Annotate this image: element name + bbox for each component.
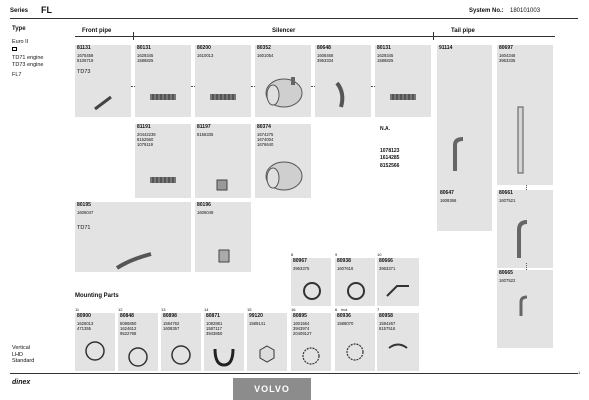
connector [526,185,527,190]
part-number: 80871 [206,313,220,319]
part-card-80200[interactable] [195,45,251,117]
oem-number: 1610013 [197,52,214,58]
part-number: 80967 [293,258,307,264]
oem-number: 3963335 [499,57,516,63]
part-card-80196[interactable] [195,202,251,272]
section-tick [433,32,434,40]
index-label: 10 [377,252,382,257]
section-tail-pipe: Tail pipe [451,28,475,34]
flex-pipe-icon [209,91,237,103]
oem-number: 1614285 [380,155,400,161]
oem-number: 1588070 [337,320,354,326]
oem-number: 1608468 [317,52,334,58]
clamp-ring-icon [169,343,193,367]
oem-number: 8152566 [380,162,400,169]
stack-pipe-icon [515,105,527,175]
mount-card-80848[interactable] [118,313,158,371]
part-number: 80665 [499,270,513,276]
config-version: Standard [12,358,35,364]
oem-number: 1586825 [137,57,154,63]
oem-number: 8152560 [137,136,154,142]
oem-number: 1607521 [499,197,516,203]
part-number: 80131 [377,45,391,51]
part-card-80195[interactable] [75,202,191,272]
header-divider [10,18,578,19]
page-number: 1 [578,370,581,375]
connector [371,86,375,87]
index-label: 8 [291,252,294,257]
connector [311,86,315,87]
part-number: 80195 [77,202,91,208]
oem-number: 1674275 [257,131,274,137]
oem-number: 1607522 [499,277,516,283]
mount-card-80967[interactable] [291,258,331,306]
part-number: 80900 [77,313,91,319]
part-number: N.A. [380,126,390,132]
engine-icon [12,47,17,51]
section-tick [133,32,134,40]
engine-label: TD73 [77,68,91,75]
oem-number: 8106719 [77,57,94,63]
silencer-icon [263,73,305,113]
oem-number: 1587117 [206,325,222,331]
silencer-icon [263,156,305,194]
oem-number: 3963334 [317,57,334,63]
section-divider [75,36,555,37]
mount-card-80898[interactable] [161,313,201,371]
series-label: Series [10,8,29,14]
oem-number: 1629345 [377,52,394,58]
clamp-ring-icon [300,345,322,367]
oem-number: 1608366 [440,197,457,203]
engine-label: TD71 [77,224,91,231]
series-value: FL [41,5,52,15]
flex-pipe-icon [149,91,177,103]
oem-number: 1674004 [257,136,274,142]
part-number: 80938 [337,258,351,264]
mount-card-80938[interactable] [335,258,375,306]
nut-icon [259,345,275,363]
flex-pipe-icon [389,91,417,103]
oem-number: 1586825 [377,57,394,63]
config-drive: LHD [12,351,24,358]
section-silencer: Silencer [272,28,296,34]
part-number: 80374 [257,124,271,130]
oem-number: 20409127 [293,330,312,336]
part-card-80661[interactable] [497,190,553,268]
oem-number: 1626013 [77,320,94,326]
index-label: 6 [335,307,338,312]
part-number: 81191 [137,124,151,130]
front-pipe-icon [115,250,155,270]
part-number: 80352 [257,45,271,51]
tail-pipe-icon [513,218,533,262]
oem-number: 1624612 [120,325,137,331]
oem-number: 1082861 [206,320,223,326]
part-number: 80131 [137,45,151,51]
part-card-80697[interactable] [497,45,553,185]
oem-number: 1675458 [77,52,94,58]
oem-number: 1606049 [197,209,214,215]
connector [191,86,195,87]
oem-number: 9522768 [120,330,137,336]
part-number: 81131 [77,45,91,51]
oem-number: 1601564 [293,320,310,326]
connector [526,263,527,270]
part-card-80374[interactable] [255,124,311,198]
part-card-80648[interactable] [315,45,371,117]
oem-number: 5086850 [120,320,137,326]
part-card-80131-b[interactable] [375,45,431,117]
mount-card-80666[interactable] [377,258,419,306]
tail-pipe-icon [449,135,469,175]
oem-number: 1606047 [77,209,94,215]
tail-pipe-icon [515,294,531,318]
index-label: 7 [377,307,380,312]
type-td71: TD71 engine [12,55,44,61]
part-number: 80196 [197,202,211,208]
oem-number: 3963371 [379,265,396,271]
oem-number: 471355 [77,325,91,331]
oem-number: 8156335 [197,131,214,137]
part-number: 80848 [120,313,134,319]
mount-card-80936[interactable] [335,313,375,371]
part-card-80665[interactable] [497,270,553,348]
part-number: 80647 [440,190,454,196]
dinex-logo: dinex [12,379,31,386]
part-number: 80895 [293,313,307,319]
clamp-ring-icon [301,280,323,302]
oem-number: 1604348 [499,52,516,58]
index-label: 14 [204,307,209,312]
clamp-ring-icon [83,339,107,363]
part-number: 80958 [379,313,393,319]
index-label: 12 [118,307,123,312]
mount-card-99120[interactable] [247,313,287,371]
oem-number: 3963375 [293,265,310,271]
oem-number: 3943850 [206,330,223,336]
part-card-91114[interactable] [437,45,492,231]
footer-divider [10,373,578,374]
oem-number: 1078123 [380,147,400,154]
config-orientation: Vertical [12,345,31,351]
oem-number: 3943974 [293,325,310,331]
index-label: 15 [247,307,252,312]
mount-card-80895[interactable] [291,313,331,371]
part-number: 80661 [499,190,513,196]
part-number: 99120 [249,313,263,319]
clamp-ring-icon [126,345,150,369]
part-number: 80898 [163,313,177,319]
clamp-ring-icon [344,341,366,363]
type-model: FL7 [12,72,22,78]
oem-number: 1607616 [337,265,354,271]
system-no-value: 180101003 [510,8,541,14]
type-heading: Type [12,26,26,32]
oem-number: 1601054 [257,52,274,58]
part-card-80352[interactable] [255,45,311,117]
strap-icon [387,341,409,355]
oem-number: 20442239 [137,131,156,137]
index-label: 11 [75,307,80,312]
connector [251,86,255,87]
label-80647 [438,190,492,203]
index-label: 13 [161,307,166,312]
part-number: 80200 [197,45,211,51]
clamp-ring-icon [345,280,367,302]
pipe-stub-icon [217,248,231,264]
part-number: 80936 [337,313,351,319]
oem-number: 1589141 [249,320,266,326]
part-number: 81197 [197,124,211,130]
mount-card-80871[interactable] [204,313,244,371]
part-card-na [378,126,434,170]
type-euro: Euro II [12,38,29,45]
section-front-pipe: Front pipe [82,28,112,34]
bend-pipe-icon [333,81,353,109]
index-label: 9 [335,252,338,257]
oem-number: 1594762 [163,320,180,326]
connector [131,86,135,87]
incl-tag: Incl. [341,307,349,312]
part-card-80131[interactable] [135,45,191,117]
mount-card-80900[interactable] [75,313,115,371]
oem-number: 8157516 [379,325,396,331]
brand-banner: VOLVO [233,378,311,400]
u-clamp-icon [212,345,236,367]
part-number: 80666 [379,258,393,264]
oem-number: 1594267 [379,320,396,326]
bracket-icon [385,284,411,298]
pipe-stub-icon [215,178,229,192]
system-no-label: System No.: [469,8,504,14]
part-card-81131[interactable] [75,45,131,117]
part-card-81191[interactable] [135,124,191,198]
part-number: 80697 [499,45,513,51]
oem-number: 1676640 [257,141,274,147]
part-number: 91114 [439,45,453,51]
config-sidebar [12,345,74,365]
oem-number: 1629345 [137,52,154,58]
oem-number: 1079119 [137,141,153,147]
type-td73: TD73 engine [12,61,44,68]
part-number: 80648 [317,45,331,51]
flex-pipe-icon [149,174,177,186]
mount-card-80958[interactable] [377,313,419,371]
section-mounting-parts: Mounting Parts [75,293,119,299]
type-sidebar [12,26,74,79]
front-pipe-icon [93,95,115,111]
part-card-81197[interactable] [195,124,251,198]
index-label: 16 [291,307,296,312]
oem-number: 1608357 [163,325,180,331]
